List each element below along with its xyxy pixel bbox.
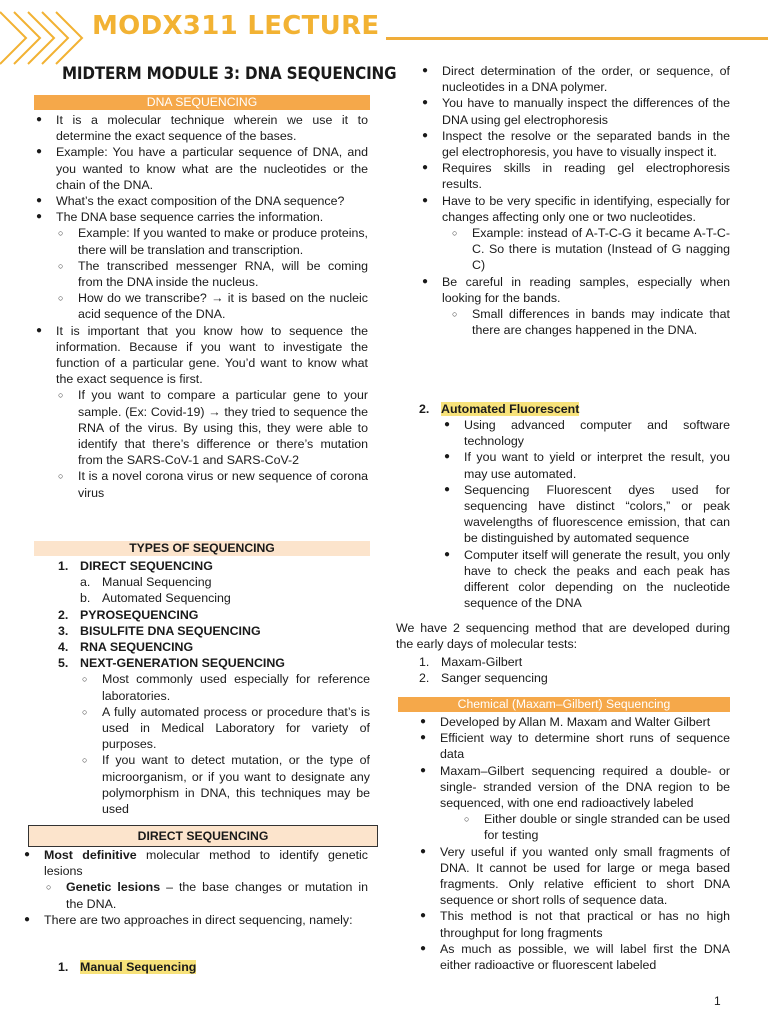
list-item: 1. Maxam-Gilbert bbox=[419, 655, 523, 669]
automated-fluorescent-label: Automated Fluorescent bbox=[441, 402, 580, 416]
list-item: ● Example: You have a particular sequence of DNA, and you wanted to know what are the nucleotides or the chain of the DNA. bbox=[36, 145, 368, 192]
list-item: ● Maxam–Gilbert sequencing required a double- or single- stranded version of the DNA region to be sequenced, with one end radioactively labeled bbox=[420, 763, 730, 811]
list-item: 2. Sanger sequencing bbox=[419, 671, 548, 686]
section-heading-chemical-sequencing: Chemical (Maxam–Gilbert) Sequencing bbox=[398, 697, 730, 712]
list-item: ● Very useful if you wanted only small fragments of DNA. It cannot be used for large or mega based fragments. Only relative efficient to short DNA sequence or short rolls of sequence data. bbox=[420, 844, 730, 908]
manual-sequencing-list bbox=[420, 63, 730, 338]
list-item: ● There are two approaches in direct sequencing, namely: bbox=[24, 912, 353, 927]
dna-sequencing-list bbox=[34, 112, 368, 501]
sub-list-item: b. Automated Sequencing bbox=[80, 591, 231, 606]
methods-list bbox=[419, 654, 719, 686]
list-item: ● The DNA base sequence carries the information. bbox=[36, 210, 324, 225]
section-heading-types-of-sequencing: TYPES OF SEQUENCING bbox=[34, 541, 370, 556]
direct-sequencing-list bbox=[22, 847, 368, 928]
list-item: ● Using advanced computer and software technology bbox=[444, 418, 730, 449]
list-item: ● As much as possible, we will label first the DNA either radioactive or fluorescent labeled bbox=[420, 941, 730, 973]
list-item: ● Direct determination of the order, or sequence, of nucleotides in a DNA polymer. bbox=[422, 64, 730, 95]
sub-list-item: ○ If you want to compare a particular gene to your sample. (Ex: Covid-19) → they tried to sequence the RNA of the virus. By using this, they were able to identify that there’s difference or there’s mutation from the SARS-CoV-1 and SARS-CoV-2 bbox=[58, 388, 368, 468]
sub-list-item: ○ How do we transcribe? → it is based on the nucleic acid sequence of the DNA. bbox=[58, 291, 368, 322]
list-item: ● Sequencing Fluorescent dyes used for sequencing have distinct “colors,” or peak wavelengths of fluorescence emission, that can be distinguished by automated sequence bbox=[444, 482, 730, 546]
list-item: ● Be careful in reading samples, especially when looking for the bands. bbox=[422, 274, 730, 305]
header-rule bbox=[386, 37, 768, 40]
sub-list-item: ○ Genetic lesions – the base changes or mutation in the DNA. bbox=[46, 880, 368, 911]
list-item: ● Requires skills in reading gel electrophoresis results. bbox=[422, 161, 730, 192]
list-item: 2. PYROSEQUENCING bbox=[58, 607, 199, 622]
sub-list-item: ○ Most commonly used especially for reference laboratories. bbox=[82, 672, 370, 703]
list-item: ● Inspect the resolve or the separated bands in the gel electrophoresis, you have to visually inspect it. bbox=[422, 128, 730, 160]
header-title: MODX311 LECTURE bbox=[92, 11, 380, 41]
list-item: ● This method is not that practical or has no high throughput for long fragments bbox=[420, 909, 730, 940]
sub-list-item: a. Manual Sequencing bbox=[80, 575, 212, 590]
list-item: ● Computer itself will generate the result, you only have to check the peaks and each peak has different color depending on the nucleotide sequence of the DNA bbox=[444, 547, 730, 611]
types-of-sequencing-list bbox=[58, 558, 370, 817]
list-item: ● What’s the exact composition of the DNA sequence? bbox=[36, 194, 345, 209]
sub-list-item: ○ Either double or single stranded can be used for testing bbox=[464, 812, 730, 843]
list-item: 4. RNA SEQUENCING bbox=[58, 640, 194, 655]
sub-list-item: ○ If you want to detect mutation, or the type of microorganism, or if you want to designate any polymorphism in DNA, this techniques may be used bbox=[82, 753, 370, 817]
manual-sequencing-label: Manual Sequencing bbox=[80, 960, 197, 974]
list-item: ● If you want to yield or interpret the result, you may use automated. bbox=[444, 450, 730, 481]
chemical-sequencing-list bbox=[418, 714, 730, 973]
list-item: 1. DIRECT SEQUENCING bbox=[58, 559, 213, 573]
list-item: 3. BISULFITE DNA SEQUENCING bbox=[58, 623, 261, 638]
list-item: ● It is a molecular technique wherein we use it to determine the exact sequence of the bases. bbox=[36, 113, 368, 144]
list-item: ● Efficient way to determine short runs of sequence data bbox=[420, 731, 730, 762]
manual-sequencing-heading: 1. Manual Sequencing bbox=[58, 960, 197, 974]
list-item: ● Most definitive molecular method to identify genetic lesions bbox=[24, 848, 368, 879]
automated-fluorescent-heading: 2. Automated Fluorescent bbox=[419, 402, 580, 416]
page-number: 1 bbox=[714, 994, 721, 1008]
list-item: ● Developed by Allan M. Maxam and Walter Gilbert bbox=[420, 715, 711, 729]
header-chevron-logo bbox=[0, 8, 100, 68]
sub-list-item: ○ A fully automated process or procedure that’s is used in Medical Laboratory for variety of purposes. bbox=[82, 704, 370, 752]
list-item: ● It is important that you know how to sequence the information. Because if you want to investigate the function of a particular gene. You’d want to know what the exact sequence is first. bbox=[36, 323, 368, 387]
list-item: ● Have to be very specific in identifying, especially for changes affecting only one or two nucleotides. bbox=[422, 193, 730, 224]
list-item: 5. NEXT-GENERATION SEQUENCING bbox=[58, 656, 285, 671]
sub-list-item: ○ Example: If you wanted to make or produce proteins, there will be translation and transcription. bbox=[58, 226, 368, 257]
sub-list-item: ○ Example: instead of A-T-C-G it became A-T-C-C. So there is mutation (Instead of G nagging C) bbox=[452, 226, 730, 273]
sub-list-item: ○ It is a novel corona virus or new sequence of corona virus bbox=[58, 469, 368, 500]
section-heading-dna-sequencing: DNA SEQUENCING bbox=[34, 95, 370, 110]
automated-fluorescent-list bbox=[442, 417, 730, 611]
methods-intro-paragraph: We have 2 sequencing method that are developed during the early days of molecular tests: bbox=[396, 621, 730, 652]
sub-list-item: ○ The transcribed messenger RNA, will be coming from the DNA inside the nucleus. bbox=[58, 258, 368, 290]
module-title: MIDTERM MODULE 3: DNA SEQUENCING bbox=[62, 64, 397, 83]
sub-list-item: ○ Small differences in bands may indicate that there are changes happened in the DNA. bbox=[452, 307, 730, 338]
list-item: ● You have to manually inspect the differences of the DNA using gel electrophoresis bbox=[422, 96, 730, 127]
section-heading-direct-sequencing: DIRECT SEQUENCING bbox=[28, 825, 378, 847]
